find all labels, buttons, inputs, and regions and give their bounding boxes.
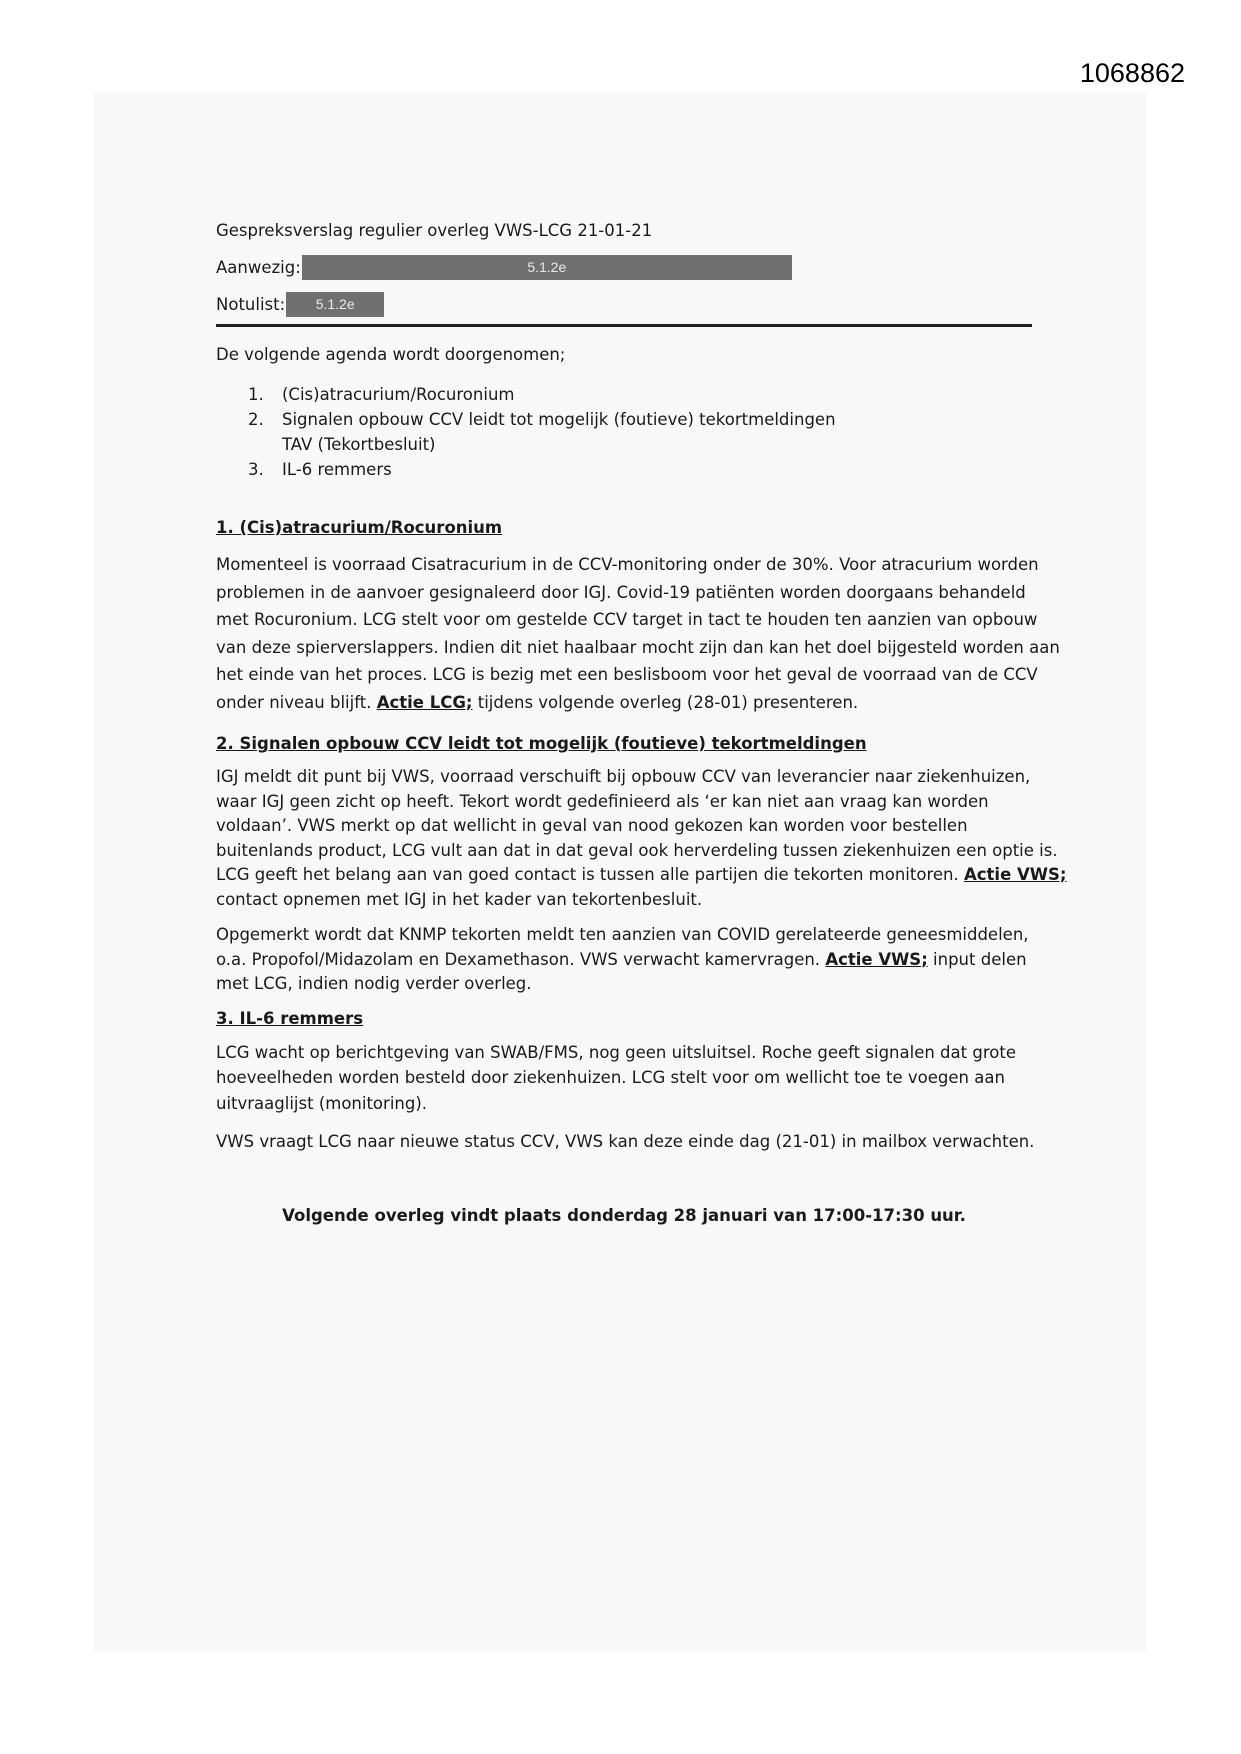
text-line: LCG wacht op berichtgeving van SWAB/FMS, nog geen uitsluitsel. Roche geeft signalen dat grote <box>216 1042 1016 1062</box>
agenda-text: (Cis)atracurium/Rocuronium <box>282 385 515 404</box>
text-span: LCG geeft het belang aan van goed contact is tussen alle partijen die tekorten monitoren. <box>216 865 964 884</box>
text-line <box>216 863 1067 888</box>
notulist-redaction: 5.1.2e <box>286 292 384 317</box>
text-line <box>216 689 1032 717</box>
text-line: waar IGJ geen zicht op heeft. Tekort wordt gedefinieerd als ‘er kan niet aan vraag kan worden <box>216 791 989 811</box>
agenda-number: 1. <box>248 385 264 404</box>
section-2-paragraph-1 <box>216 765 1067 912</box>
present-row <box>216 254 1032 281</box>
text-line: buitenlands product, LCG vult aan dat in dat geval ook herverdeling tussen ziekenhuizen een optie is. <box>216 840 1058 860</box>
text-line: het einde van het proces. LCG is bezig met een beslisboom voor het geval de voorraad van de CCV <box>216 665 1038 684</box>
agenda-intro: De volgende agenda wordt doorgenomen; <box>216 345 566 364</box>
section-3-paragraph-1 <box>216 1040 1032 1117</box>
agenda-text: IL-6 remmers <box>282 460 392 479</box>
text-line: contact opnemen met IGJ in het kader van tekortenbesluit. <box>216 889 703 909</box>
agenda-number: 3. <box>248 460 264 479</box>
document-title: Gespreksverslag regulier overleg VWS-LCG 21-01-21 <box>216 221 653 240</box>
text-line: uitvraaglijst (monitoring). <box>216 1093 428 1113</box>
text-line: VWS vraagt LCG naar nieuwe status CCV, VWS kan deze einde dag (21-01) in mailbox verwachten. <box>216 1132 1035 1151</box>
text-line: Opgemerkt wordt dat KNMP tekorten meldt ten aanzien van COVID gerelateerde geneesmiddelen, <box>216 925 1029 944</box>
agenda-item <box>216 407 1032 432</box>
document-number: 1068862 <box>1079 58 1185 88</box>
text-line: met Rocuronium. LCG stelt voor om gestelde CCV target in tact te houden ten aanzien van opbouw <box>216 610 1038 629</box>
agenda-number: 2. <box>248 410 264 429</box>
agenda-text: Signalen opbouw CCV leidt tot mogelijk (foutieve) tekortmeldingen <box>282 410 836 429</box>
header-divider <box>216 324 1032 327</box>
text-line: IGJ meldt dit punt bij VWS, voorraad verschuift bij opbouw CCV van leverancier naar ziekenhuizen, <box>216 767 1031 786</box>
action-label: Actie VWS; <box>963 865 1067 884</box>
action-label: Actie VWS; <box>825 949 928 969</box>
text-line: Momenteel is voorraad Cisatracurium in de CCV-monitoring onder de 30%. Voor atracurium worden <box>216 555 1039 574</box>
text-line: voldaan’. VWS merkt op dat wellicht in geval van nood gekozen kan worden voor bestellen <box>216 816 968 835</box>
notulist-label: Notulist: <box>216 295 286 314</box>
agenda-text: TAV (Tekortbesluit) <box>282 435 436 454</box>
agenda-item <box>216 457 1032 482</box>
section-3-heading: 3. IL-6 remmers <box>216 1008 364 1028</box>
text-span: input delen <box>927 949 1027 969</box>
section-2-heading: 2. Signalen opbouw CCV leidt tot mogelijk (foutieve) tekortmeldingen <box>216 734 867 753</box>
text-line: met LCG, indien nodig verder overleg. <box>216 974 532 993</box>
agenda-list <box>216 382 1032 482</box>
agenda-item <box>216 382 1032 407</box>
text-span: onder niveau blijft. <box>216 692 377 712</box>
notulist-row <box>216 291 1032 318</box>
present-redaction: 5.1.2e <box>302 255 792 280</box>
text-line: hoeveelheden worden besteld door ziekenhuizen. LCG stelt voor om wellicht toe te voegen aan <box>216 1068 1005 1087</box>
text-line: problemen in de aanvoer gesignaleerd door IGJ. Covid-19 patiënten worden doorgaans behandeld <box>216 582 1026 602</box>
document-body <box>216 217 1067 1229</box>
text-line <box>216 948 1032 973</box>
section-2-paragraph-2 <box>216 923 1032 997</box>
section-1-heading: 1. (Cis)atracurium/Rocuronium <box>216 518 503 537</box>
text-span: o.a. Propofol/Midazolam en Dexamethason. VWS verwacht kamervragen. <box>216 949 826 969</box>
agenda-item-continuation <box>216 432 1032 457</box>
section-3-paragraph-2 <box>216 1128 1035 1156</box>
section-1-paragraph <box>216 551 1060 716</box>
text-line: van deze spierverslappers. Indien dit niet haalbaar mocht zijn dan kan het doel bijgesteld worden aan <box>216 637 1060 657</box>
next-meeting-note: Volgende overleg vindt plaats donderdag 28 januari van 17:00-17:30 uur. <box>282 1205 966 1225</box>
text-span: tijdens volgende overleg (28-01) presenteren. <box>472 692 859 712</box>
action-label: Actie LCG; <box>376 692 473 712</box>
present-label: Aanwezig: <box>216 258 301 277</box>
